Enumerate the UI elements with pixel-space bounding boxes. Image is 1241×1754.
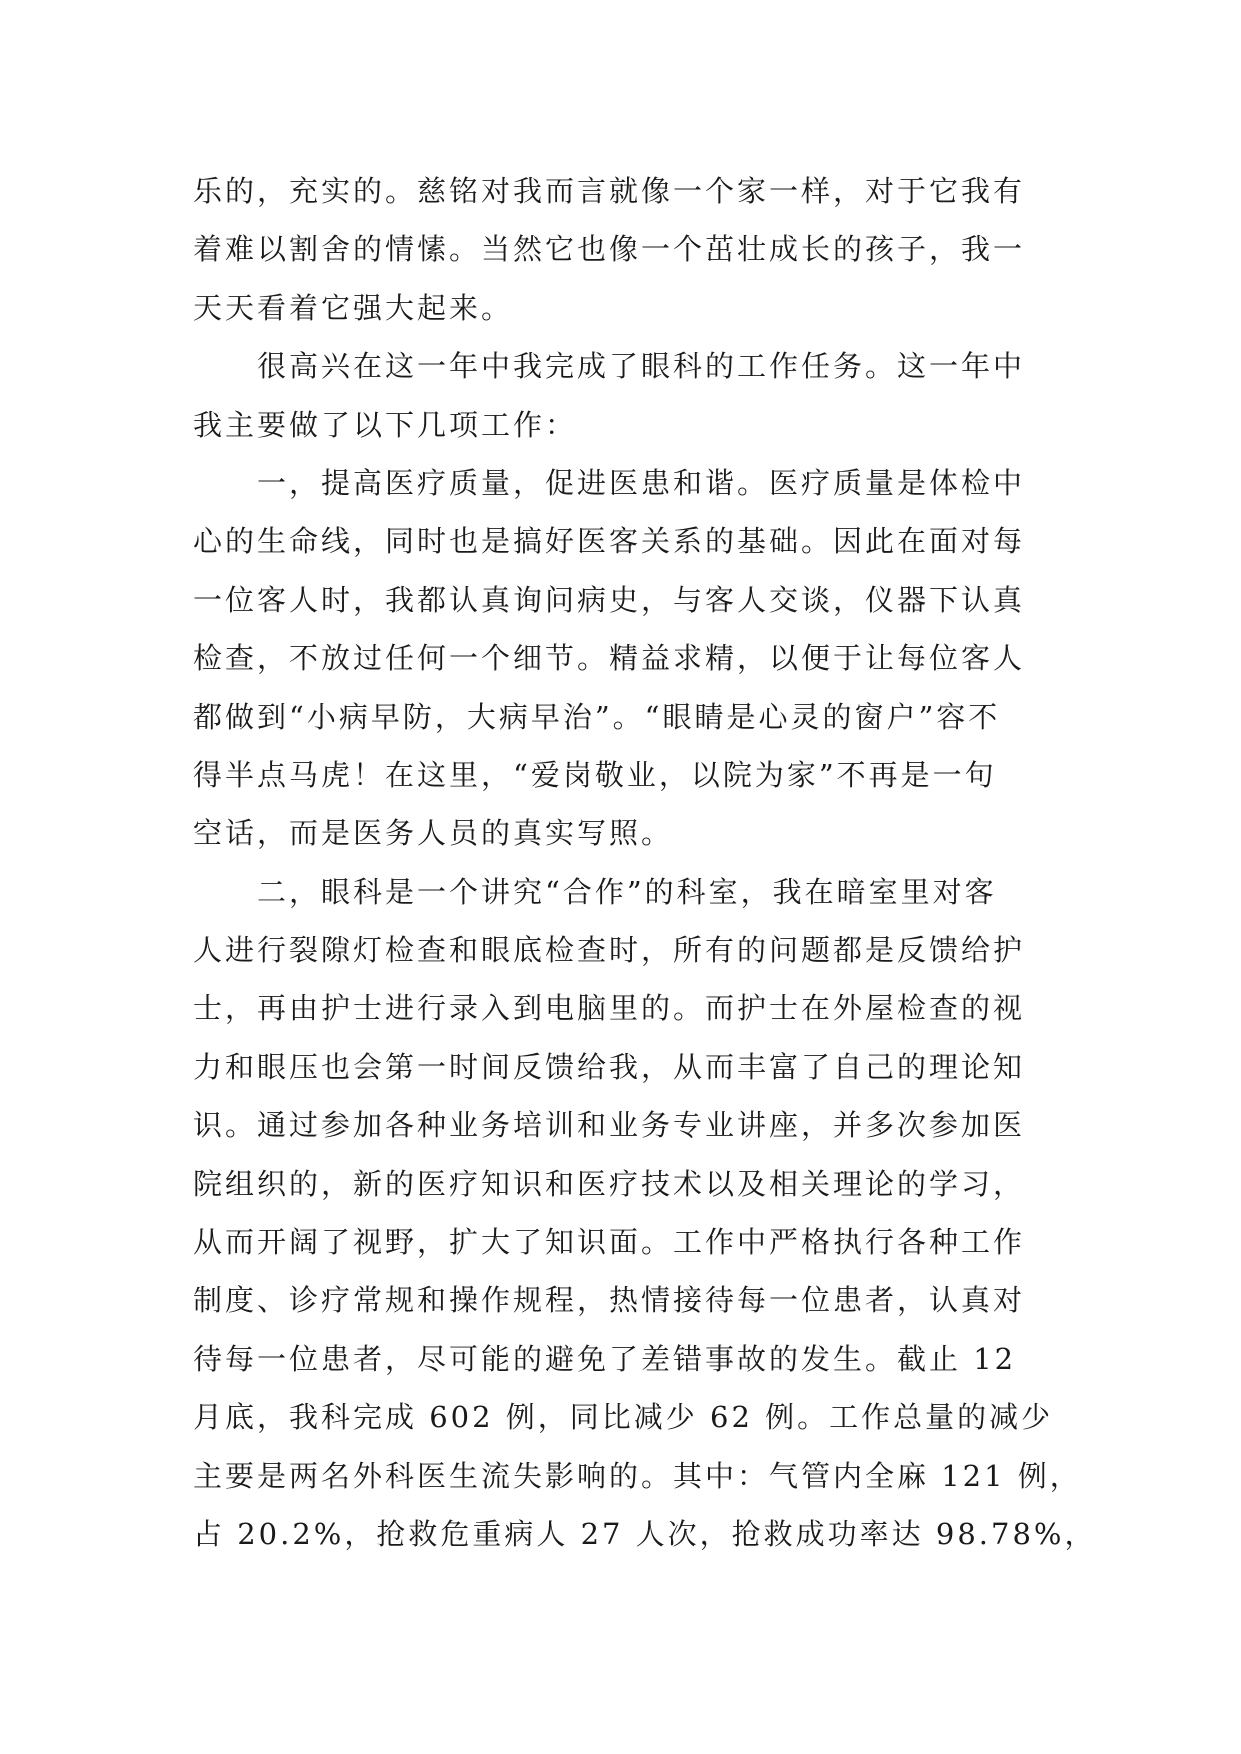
text-line: 都做到“小病早防，大病早治”。“眼睛是心灵的窗户”容不 xyxy=(193,699,1001,734)
text-line: 院组织的，新的医疗知识和医疗技术以及相关理论的学习， xyxy=(193,1166,1026,1201)
text-line: 力和眼压也会第一时间反馈给我，从而丰富了自己的理论知 xyxy=(193,1049,1026,1084)
text-line: 占 20.2%，抢救危重病人 27 人次，抢救成功率达 98.78%， xyxy=(193,1516,1097,1551)
text-line: 待每一位患者，尽可能的避免了差错事故的发生。截止 12 xyxy=(193,1341,1017,1376)
text-line: 乐的，充实的。慈铭对我而言就像一个家一样，对于它我有 xyxy=(193,174,1026,208)
text-line: 一位客人时，我都认真询问病史，与客人交谈，仪器下认真 xyxy=(193,582,1026,617)
text-line: 从而开阔了视野，扩大了知识面。工作中严格执行各种工作 xyxy=(193,1225,1026,1260)
text-line: 天天看着它强大起来。 xyxy=(193,290,514,325)
text-line: 制度、诊疗常规和操作规程，热情接待每一位患者，认真对 xyxy=(193,1283,1026,1318)
text-line: 主要是两名外科医生流失影响的。其中：气管内全麻 121 例， xyxy=(193,1458,1082,1493)
text-line: 月底，我科完成 602 例，同比减少 62 例。工作总量的减少 xyxy=(193,1400,1054,1435)
text-line: 识。通过参加各种业务培训和业务专业讲座，并多次参加医 xyxy=(193,1108,1026,1143)
text-line: 人进行裂隙灯检查和眼底检查时，所有的问题都是反馈给护 xyxy=(193,933,1026,968)
text-line: 心的生命线，同时也是搞好医客关系的基础。因此在面对每 xyxy=(193,524,1026,559)
text-line: 着难以割舍的情愫。当然它也像一个茁壮成长的孩子，我一 xyxy=(193,232,1026,267)
body-text xyxy=(193,162,1097,1563)
text-line: 检查，不放过任何一个细节。精益求精，以便于让每位客人 xyxy=(193,641,1026,676)
text-line: 我主要做了以下几项工作： xyxy=(193,407,578,442)
text-line: 一，提高医疗质量，促进医患和谐。医疗质量是体检中 xyxy=(257,465,1026,500)
text-line: 得半点马虎！在这里，“爱岗敬业，以院为家”不再是一句 xyxy=(193,757,997,792)
text-line: 很高兴在这一年中我完成了眼科的工作任务。这一年中 xyxy=(257,349,1026,384)
text-line: 空话，而是医务人员的真实写照。 xyxy=(193,816,674,851)
text-line: 二，眼科是一个讲究“合作”的科室，我在暗室里对客 xyxy=(257,874,997,909)
text-line: 士，再由护士进行录入到电脑里的。而护士在外屋检查的视 xyxy=(193,991,1026,1026)
